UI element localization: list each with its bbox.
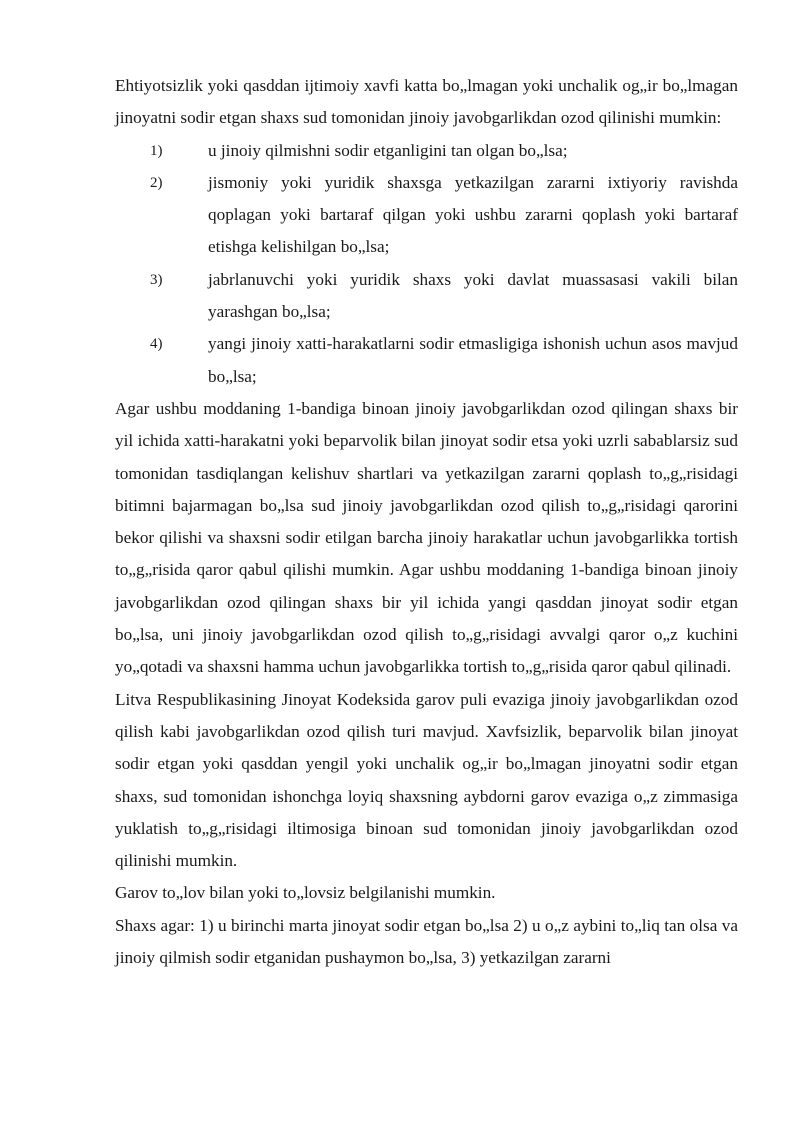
list-item-text: jabrlanuvchi yoki yuridik shaxs yoki davlat muassasasi vakili bilan yarashgan bo„lsa; bbox=[208, 269, 738, 322]
list-item bbox=[115, 135, 738, 167]
document-page bbox=[115, 70, 738, 974]
paragraph-lithuania-bail: Litva Respublikasining Jinoyat Kodeksida garov puli evaziga jinoiy javobgarlikdan ozod qilish kabi javobgarlikdan ozod qilish turi mavjud. Xavfsizlik, beparvolik bilan jinoyat sodir etgan yoki qasddan yengil yoki unchalik og„ir bo„lmagan jinoyatni sodir etgan shaxs, sud tomonidan ishonchga loyiq shaxsning aybdorni garov evaziga o„z zimmasiga yuklatish to„g„risidagi iltimosiga binoan sud tomonidan jinoiy javobgarlikdan ozod qilinishi mumkin. bbox=[115, 689, 738, 871]
list-item bbox=[115, 328, 738, 393]
list-item-number: 3) bbox=[150, 271, 163, 288]
list-item-number: 4) bbox=[150, 336, 163, 353]
paragraph-revocation: Agar ushbu moddaning 1-bandiga binoan jinoiy javobgarlikdan ozod qilingan shaxs bir yil ichida xatti-harakatni yoki beparvolik bilan jinoyat sodir etsa yoki uzrli sabablarsiz sud tomonidan tasdiqlangan kelishuv shartlari va yetkazilgan zararni qoplash to„g„risidagi bitimni bajarmagan bo„lsa sud jinoiy javobgarlikdan ozod qilish to„g„risidagi qarorini bekor qilishi va shaxsni sodir etilgan barcha jinoiy harakatlar uchun javobgarlikka tortish to„g„risida qaror qabul qilishi mumkin. Agar ushbu moddaning 1-bandiga binoan jinoiy javobgarlikdan ozod qilingan shaxs bir yil ichida yangi qasddan jinoyat sodir etgan bo„lsa, uni jinoiy javobgarlikdan ozod qilish to„g„risidagi avvalgi qaror o„z kuchini yo„qotadi va shaxsni hamma uchun javobgarlikka tortish to„g„risida qaror qabul qilinadi. bbox=[115, 398, 738, 677]
intro-paragraph: Ehtiyotsizlik yoki qasddan ijtimoiy xavfi katta bo„lmagan yoki unchalik og„ir bo„lmagan jinoyatni sodir etgan shaxs sud tomonidan jinoiy javobgarlikdan ozod qilinishi mumkin: bbox=[115, 76, 738, 128]
paragraph-bail-payment: Garov to„lov bilan yoki to„lovsiz belgilanishi mumkin. bbox=[115, 883, 496, 903]
list-item-number: 2) bbox=[150, 174, 163, 191]
list-item-text: u jinoiy qilmishni sodir etganligini tan olgan bo„lsa; bbox=[208, 140, 568, 160]
list-item bbox=[115, 264, 738, 329]
list-item bbox=[115, 167, 738, 264]
list-item-number: 1) bbox=[150, 142, 163, 159]
list-item-text: jismoniy yoki yuridik shaxsga yetkazilgan zararni ixtiyoriy ravishda qoplagan yoki bartaraf qilgan yoki ushbu zararni qoplash yoki bartaraf etishga kelishilgan bo„lsa; bbox=[208, 172, 738, 257]
list-item-text: yangi jinoiy xatti-harakatlarni sodir etmasligiga ishonish uchun asos mavjud bo„lsa; bbox=[208, 334, 738, 386]
paragraph-conditions: Shaxs agar: 1) u birinchi marta jinoyat sodir etgan bo„lsa 2) u o„z aybini to„liq tan olsa va jinoiy qilmish sodir etganidan pushaymon bo„lsa, 3) yetkazilgan zararni bbox=[115, 915, 738, 968]
conditions-list bbox=[115, 135, 738, 393]
